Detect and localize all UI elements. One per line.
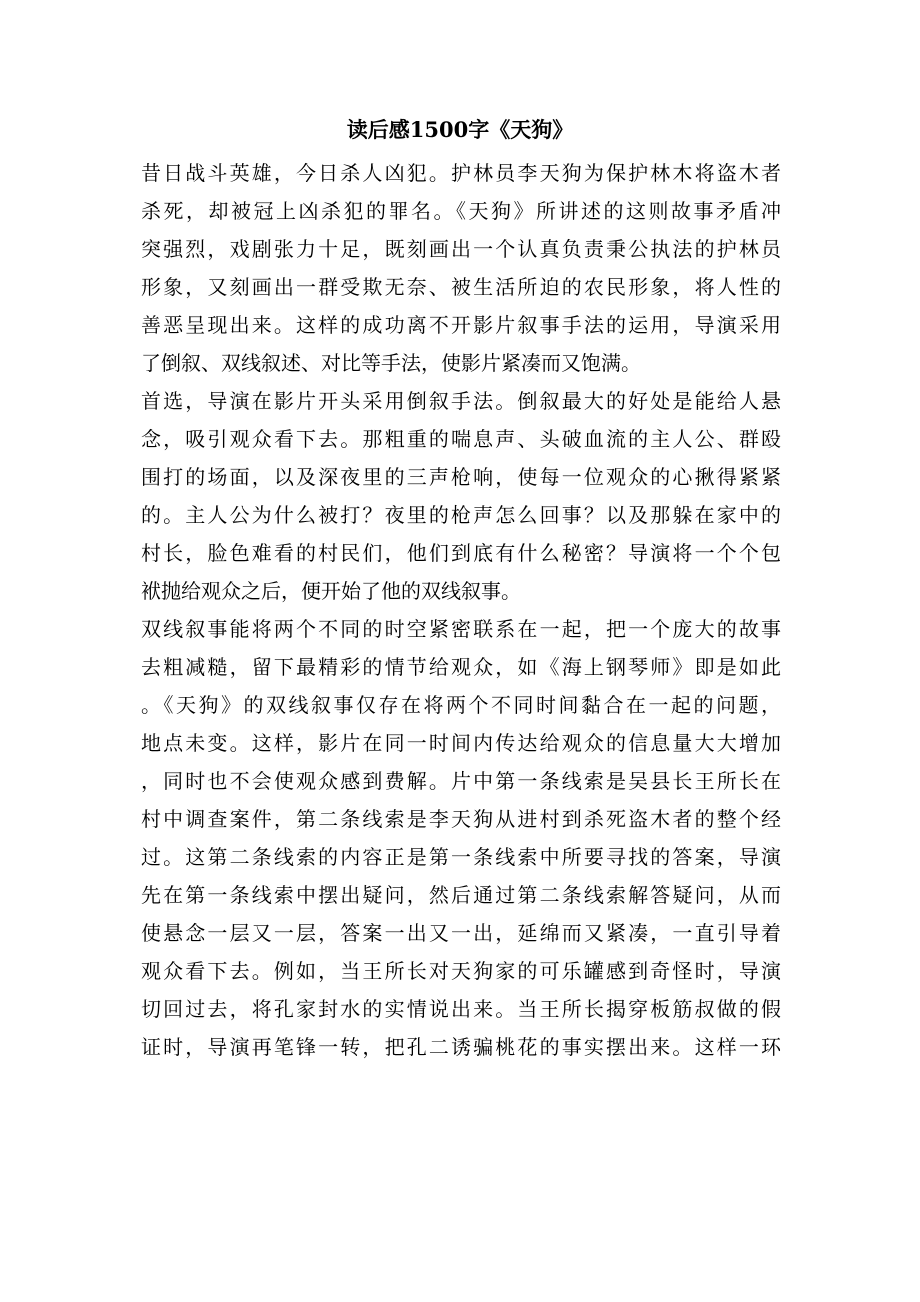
paragraph <box>141 610 781 1066</box>
paragraph <box>141 154 781 382</box>
text-line: 首选，导演在影片开头采用倒叙手法。倒叙最大的好处是能给人悬 <box>141 389 781 413</box>
text-line: 切回过去，将孔家封水的实情说出来。当王所长揭穿板筋叔做的假 <box>141 997 781 1021</box>
text-line: 村长，脸色难看的村民们，他们到底有什么秘密？导演将一个个包 <box>141 541 781 565</box>
text-line: 善恶呈现出来。这样的成功离不开影片叙事手法的运用，导演采用 <box>141 313 781 337</box>
text-line: 双线叙事能将两个不同的时空紧密联系在一起，把一个庞大的故事 <box>141 617 781 641</box>
text-line: 念，吸引观众看下去。那粗重的喘息声、头破血流的主人公、群殴 <box>141 427 781 451</box>
text-line: 了倒叙、双线叙述、对比等手法，使影片紧凑而又饱满。 <box>141 351 641 375</box>
text-line: ，同时也不会使观众感到费解。片中第一条线索是吴县长王所长在 <box>141 769 781 793</box>
text-line: 过。这第二条线索的内容正是第一条线索中所要寻找的答案，导演 <box>141 845 781 869</box>
text-line: 地点未变。这样，影片在同一时间内传达给观众的信息量大大增加 <box>141 731 781 755</box>
text-line: 村中调查案件，第二条线索是李天狗从进村到杀死盗木者的整个经 <box>141 807 781 831</box>
text-line: 形象，又刻画出一群受欺无奈、被生活所迫的农民形象，将人性的 <box>141 275 781 299</box>
text-line: 使悬念一层又一层，答案一出又一出，延绵而又紧凑，一直引导着 <box>141 921 781 945</box>
text-line: 围打的场面，以及深夜里的三声枪响，使每一位观众的心揪得紧紧 <box>141 465 781 489</box>
text-line: 先在第一条线索中摆出疑问，然后通过第二条线索解答疑问，从而 <box>141 883 781 907</box>
text-line: 突强烈，戏剧张力十足，既刻画出一个认真负责秉公执法的护林员 <box>141 237 781 261</box>
text-line: 观众看下去。例如，当王所长对天狗家的可乐罐感到奇怪时，导演 <box>141 959 781 983</box>
document-body <box>141 154 781 1066</box>
text-line: 杀死，却被冠上凶杀犯的罪名。《天狗》所讲述的这则故事矛盾冲 <box>141 199 781 223</box>
text-line: 昔日战斗英雄，今日杀人凶犯。护林员李天狗为保护林木将盗木者 <box>141 161 781 185</box>
text-line: 。《天狗》的双线叙事仅存在将两个不同时间黏合在一起的问题， <box>141 693 781 717</box>
text-line: 证时，导演再笔锋一转，把孔二诱骗桃花的事实摆出来。这样一环 <box>141 1035 781 1059</box>
paragraph <box>141 382 781 610</box>
text-line: 的。主人公为什么被打？夜里的枪声怎么回事？以及那躲在家中的 <box>141 503 781 527</box>
document-title: 读后感1500字《天狗》 <box>346 117 574 142</box>
text-line: 去粗减糙，留下最精彩的情节给观众，如《海上钢琴师》即是如此 <box>141 655 781 679</box>
text-line: 袱抛给观众之后，便开始了他的双线叙事。 <box>141 579 521 603</box>
